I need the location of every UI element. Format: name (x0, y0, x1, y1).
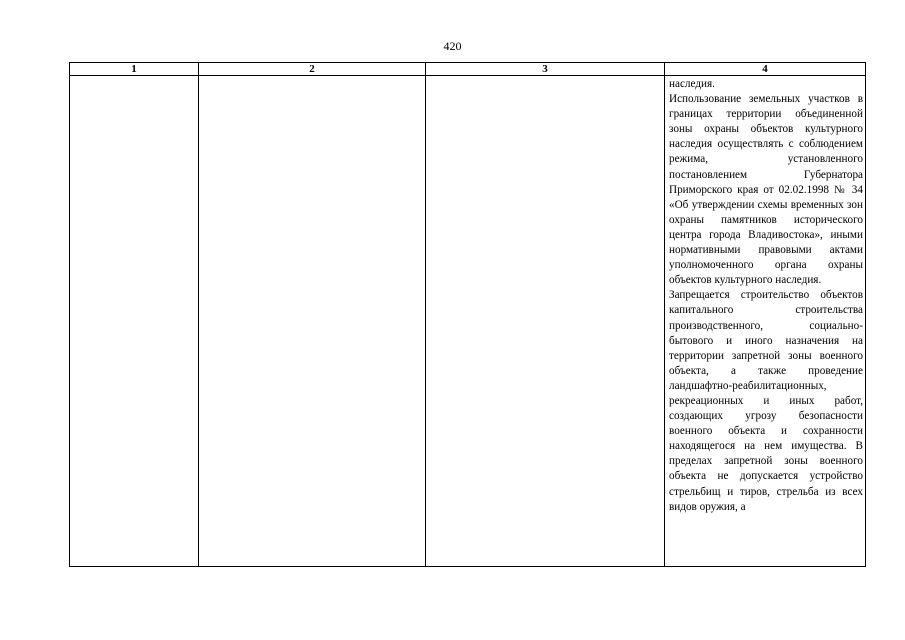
column-header-4: 4 (665, 63, 866, 76)
table-row (70, 76, 866, 567)
page-number: 420 (443, 39, 462, 53)
cell-column-4 (665, 76, 866, 567)
column-header-1: 1 (70, 63, 199, 76)
paragraph-military-zone: Запрещается строительство объектов капитального строительства производственного, социально-бытового и иного назначения на территории запретной зоны военного объекта, а также проведение ландшафтно-реабилитационных, рекреационных и иных работ, создающих угрозу безопасности военного объекта и сохранности находящегося на нем имущества. В пределах запретной зоны военного объекта не допускается устройство стрельбищ и тиров, стрельба из всех видов оружия, а (669, 289, 863, 513)
column-header-3: 3 (426, 63, 665, 76)
paragraph-heritage-ending: наследия. (669, 78, 715, 90)
cell-column-3 (426, 76, 665, 567)
table-header-row (70, 63, 866, 76)
paragraph-land-use: Использование земельных участков в границах территории объединенной зоны охраны объектов культурного наследия осуществлять с соблюдением режима, установленного постановлением Губернатора Приморского края от 02.02.1998 № 34 «Об утверждении схемы временных зон охраны памятников исторического центра города Владивостока», иными нормативными правовыми актами уполномоченного органа охраны объектов культурного наследия. (669, 93, 863, 287)
column-4-text (665, 76, 865, 515)
cell-column-1 (70, 76, 199, 567)
column-header-2: 2 (199, 63, 426, 76)
document-table (69, 62, 866, 567)
cell-column-2 (199, 76, 426, 567)
